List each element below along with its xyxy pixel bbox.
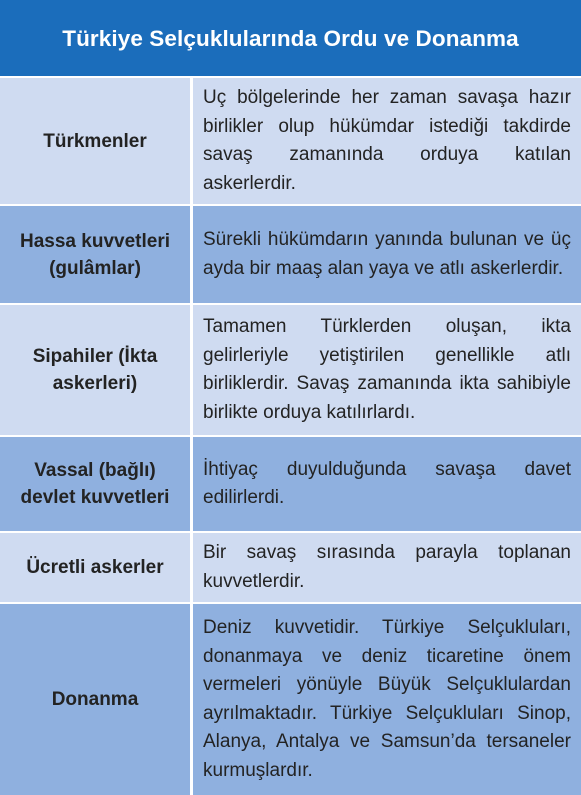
row-description-cell bbox=[193, 78, 581, 204]
row-description: İhtiyaç duyulduğunda savaşa davet edilirlerdi. bbox=[203, 458, 571, 508]
row-description-cell bbox=[193, 604, 581, 795]
table-row-sipahiler bbox=[0, 305, 581, 435]
row-description-cell bbox=[193, 437, 581, 531]
row-description: Tamamen Türklerden oluşan, ikta gelirleriyle yetiştirilen genellikle atlı birliklerdir. Savaş zamanında ikta sahibiyle birlikte orduya katılırlardı. bbox=[203, 316, 571, 423]
row-label: Türkmenler bbox=[0, 78, 190, 204]
table-title: Türkiye Selçuklularında Ordu ve Donanma bbox=[62, 26, 519, 51]
table-row-ucretli bbox=[0, 533, 581, 602]
table-row-donanma bbox=[0, 604, 581, 795]
row-description: Sürekli hükümdarın yanında bulunan ve üç ayda bir maaş alan yaya ve atlı askerlerdir. bbox=[203, 229, 571, 279]
row-label: Sipahiler (İkta askerleri) bbox=[0, 305, 190, 435]
row-label: Vassal (bağlı) devlet kuvvetleri bbox=[0, 437, 190, 531]
table-row-turkmenler bbox=[0, 78, 581, 204]
row-description: Bir savaş sırasında parayla toplanan kuvvetlerdir. bbox=[203, 542, 571, 592]
table-header bbox=[0, 0, 581, 76]
row-description-cell bbox=[193, 305, 581, 435]
row-label: Hassa kuvvetleri (gulâmlar) bbox=[0, 206, 190, 303]
row-description: Deniz kuvvetidir. Türkiye Selçukluları, donanmaya ve deniz ticaretine önem vermeleri yönüyle Büyük Selçuklulardan ayrılmaktadır. Türkiye Selçukluları Sinop, Alanya, Antalya ve Samsun’da tersaneler kurmuşlardır. bbox=[203, 617, 571, 781]
row-description-cell bbox=[193, 206, 581, 303]
row-label: Ücretli askerler bbox=[0, 533, 190, 602]
row-description: Uç bölgelerinde her zaman savaşa hazır birlikler olup hükümdar istediği takdirde savaş zamanında orduya katılan askerlerdir. bbox=[203, 87, 571, 194]
table-row-hassa bbox=[0, 206, 581, 303]
table-row-vassal bbox=[0, 437, 581, 531]
row-label: Donanma bbox=[0, 604, 190, 795]
row-description-cell bbox=[193, 533, 581, 602]
